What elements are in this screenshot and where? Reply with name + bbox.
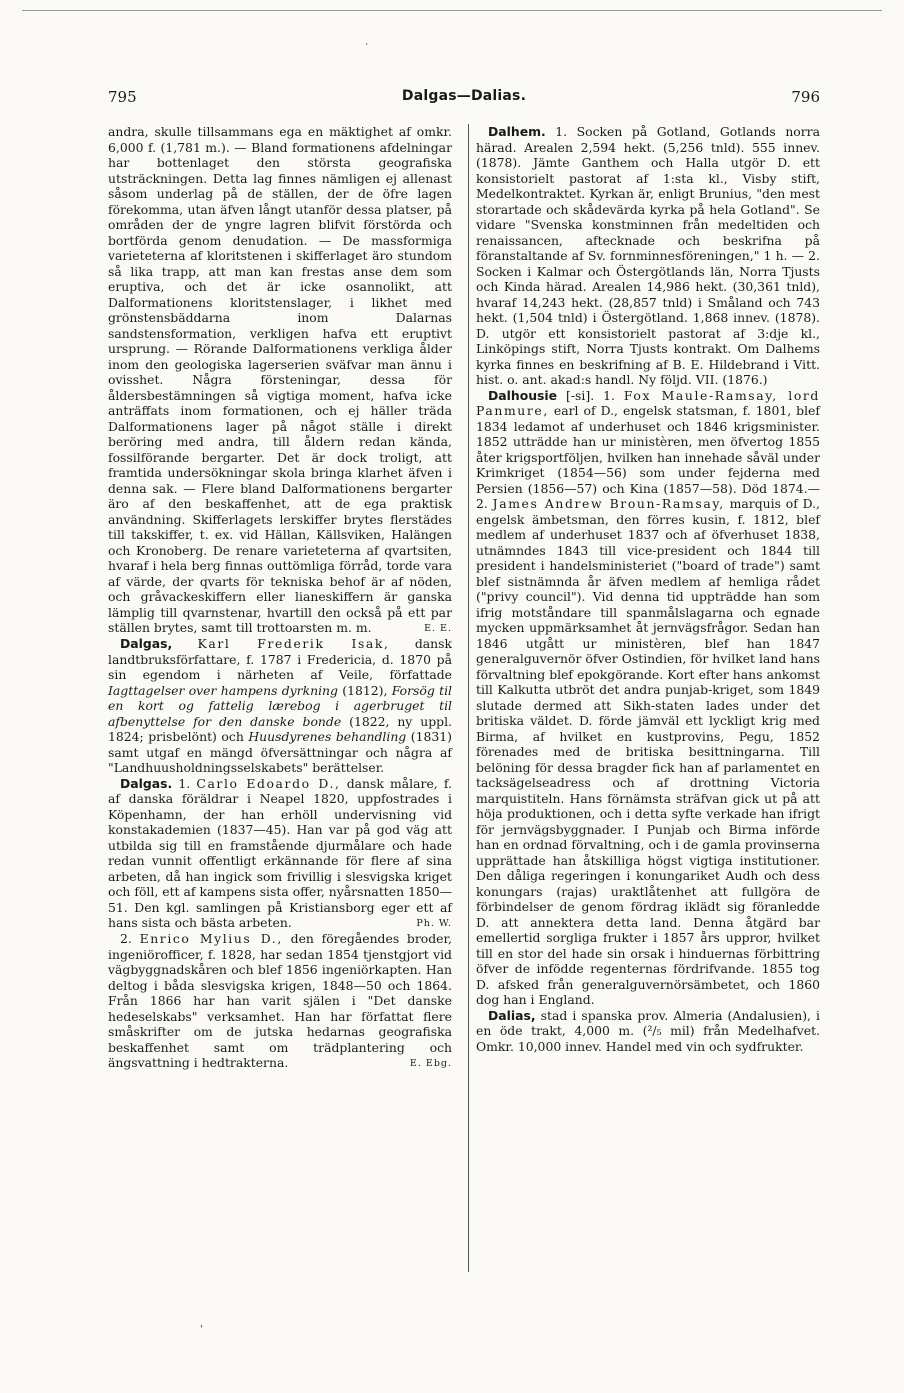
person-name: Enrico Mylius D.,: [139, 931, 283, 946]
entry-headword: Dalias,: [488, 1007, 536, 1023]
entry-text: 1. Socken på Gotland, Gotlands norra härad. Arealen 2,594 hekt. (5,256 tnld). 555 innev. (1878). Jämte Ganthem och Halla utgör D. ett konsistorielt pastorat af 1:sta kl., Visby stift, Medelkontraktet. Kyrkan är, enligt Brunius, "den mest storartade och skådevärda kyrka på hela Gotland". Se vidare "Svenska konstminnen från medeltiden och renaissancen, aftecknade och beskrifna på föranstaltande af Sv. fornminnesföreningen," 1 h. — 2. Socken i Kalmar och Östergötlands län, Norra Tjusts och Kinda härad. Arealen 14,986 hekt. (30,361 tnld), hvaraf 14,243 hekt. (28,857 tnld) i Småland och 743 hekt. (1,504 tnld) i Östergötland. 1,868 innev. (1878). D. utgör ett konsistorielt pastorat af 3:dje kl., Linköpings stift, Norra Tjusts kontrakt. Om Dalhems kyrka finnes en beskrifning af B. E. Hildebrand i Vitt. hist. o. ant. akad:s handl. Ny följd. VII. (1876.): [476, 124, 820, 387]
page-number-left: 795: [108, 88, 137, 106]
entry-headword: Dalgas,: [120, 636, 173, 651]
work-title: Huusdyrenes behandling: [248, 729, 407, 744]
ink-speck: ˙: [364, 42, 370, 55]
entry-text: dansk målare, f. af danska föräldrar i Neapel 1820, uppfostrades i Köpenhamn, der han erhöll undervisning vid konstakademien (1837—45). Han var på god väg att utbilda sig till en framstående djurmålare och hade redan vunnit offentligt erkännande för flere af sina arbeten, då han ingick som frivillig i slesvigska kriget och föll, ett af kampens sista offer, nyårsnatten 1850—51. Den kgl. samlingen på Kristiansborg eger ett af hans sista och bästa arbeten.: [108, 775, 452, 930]
entry-text: marquis of D., engelsk ämbetsman, den förres kusin, f. 1812, blef medlem af underhuset 1837 och af öfverhuset 1838, utnämndes 1843 till vice-president och 1844 till president i handelsministeriet ("board of trade") samt blef sistnämnda år äfven medlem af hemliga rådet ("privy council"). Vid denna tid uppträdde han som ifrig motståndare till spanmålslagarna och egnade mycken uppmärksamhet åt jernvägsfrågor. Sedan han 1846 utgått ur ministèren, blef han 1847 generalguvernör öfver Ostindien, för hvilket land hans förvaltning blef epokgörande. Kort efter hans ankomst till Kalkutta utbröt det andra punjab-kriget, som 1849 slutade dermed att Sikh-staten lades under det britiska väldet. D. förde jämväl ett lyckligt krig med Birma, af hvilket en kustprovins, Pegu, 1852 förenades med de britiska besittningarna. Till belöning för dessa bragder fick han af parlamentet en tacksägelseadress och af drottning Victoria marquistiteln. Hans förnämsta sträfvan gick ut på att höja produktionen, och i detta syfte verkade han ifrigt för jernvägsbyggnader. I Punjab och Birma införde han en ordnad förvaltning, och i de gamla provinserna upprättade han åtskilliga högst vigtiga institutioner. Den dåliga regeringen i konungariket Audh och dess konungars (rajas) uraktlåtenhet att fullgöra de förbindelser de genom fördrag iklädt sig föranledde D. att annektera detta land. Denna åtgärd bar emellertid sorgliga frukter i 1857 års uppror, hvilket till en stor del hade sin orsak i hinduernas förbittring öfver de infödde regenternas fördrifvande. 1855 tog D. afsked från generalguvernörsämbetet, och 1860 dog han i England.: [476, 496, 820, 1007]
entry-dalhousie: [476, 388, 820, 1008]
entry-headword: Dalhousie: [488, 387, 558, 403]
entry-number: 2.: [476, 496, 488, 511]
person-name: James Andrew Broun-Ramsay,: [492, 496, 725, 511]
entry-text: stad i spanska prov. Almeria (Andalusien), i en öde trakt, 4,000 m. (²/₅ mil) från Medelhafvet. Omkr. 10,000 innev. Handel med vin och sydfrukter.: [476, 1007, 820, 1054]
entry-number: 2.: [120, 931, 132, 946]
entry-text: (1812),: [342, 682, 388, 698]
column-divider: [468, 124, 469, 1272]
entry-dalgas-carlo: [108, 776, 452, 931]
entry-dalgas-karl: [108, 636, 452, 776]
dalformation-continuation: [108, 124, 452, 636]
entry-number: 1.: [178, 775, 191, 791]
entry-headword: Dalgas.: [120, 775, 173, 791]
entry-text: dansk landtbruksförfattare, f. 1787 i Fredericia, d. 1870 på sin egendom i närheten af Veile, författade: [108, 636, 452, 682]
entry-text: (1831) samt utgaf en mängd öfversättningar och några af "Landhuusholdningsselskabets" berättelser.: [108, 729, 452, 775]
person-name: Fox Maule-Ramsay, lord Panmure,: [476, 387, 820, 418]
left-column: [108, 124, 452, 1071]
pronunciation: [-si].: [566, 387, 595, 403]
running-title: Dalgas—Dalias.: [401, 88, 527, 104]
author-signature: E. E.: [424, 622, 452, 634]
top-rule: [22, 10, 882, 11]
entry-text: earl of D., engelsk statsman, f. 1801, blef 1834 ledamot af underhuset och 1846 krigsminister. 1852 utträdde han ur ministèren, men öfvertog 1855 åter krigsportföljen, hvilken han innehade såväl under Krimkriget (1854—56) som under fejderna med Persien (1856—57) och Kina (1857—58). Död 1874.—: [476, 403, 820, 496]
page-number-right: 796: [791, 88, 820, 106]
ink-speck: ˌ: [200, 1316, 204, 1329]
entry-headword: Dalhem.: [488, 124, 546, 139]
author-signature: E. Ebg.: [409, 1057, 452, 1069]
entry-dalhem: [476, 124, 820, 388]
entry-text: den föregåendes broder, ingeniörofficer, f. 1828, har sedan 1854 tjenstgjort vid vägbyggnadskåren och blef 1856 ingeniörkapten. Han deltog i båda slesvigska krigen, 1848—50 och 1864. Från 1866 har han varit själen i "Det danske hedeselskabs" verksamhet. Han har författat flere småskrifter om de jutska hedarnas geografiska beskaffenhet samt om trädplantering och ängsvattning i hedtrakterna.: [108, 931, 452, 1070]
right-column: [476, 124, 820, 1054]
person-name: Karl Frederik Isak,: [197, 636, 390, 651]
work-title: Forsög til en kort og fattelig lærebog i agerbruget til afbenyttelse for den danske bonde: [108, 682, 452, 729]
entry-number: 1.: [603, 387, 615, 403]
entry-dalias: [476, 1008, 820, 1055]
author-signature: Ph. W.: [416, 917, 452, 929]
entry-dalgas-enrico: [108, 931, 452, 1071]
paragraph-text: andra, skulle tillsammans ega en mäktighet af omkr. 6,000 f. (1,781 m.). — Bland formationens afdelningar har bottenlaget den största geografiska utsträckningen. Detta lag finnes nämligen ej allenast såsom underlag på de ställen, der de öfre lagen förekomma, utan äfven långt utanför dessa platser, på områden der de yngre lagren blifvit förstörda och bortförda genom denudation. — De massformiga varieteterna af kloritstenen i skifferlaget äro stundom så lika trapp, att man kan frestas anse dem som eruptiva, och det är icke osannolikt, att Dalformationens kloritstenslager, i likhet med grönstensbäddarna inom Dalarnas sandstensformation, verkligen hafva ett eruptivt ursprung. — Rörande Dalformationens verkliga ålder inom den geologiska lagerserien sväfvar man ännu i ovisshet. Några försteningar, dessa för åldersbestämningen så vigtiga moment, hafva icke anträffats inom formationen, och ej häller träda Dalformationens lager på något ställe i direkt beröring med andra, till åldern redan kända, fossilförande bergarter. Det är dock troligt, att framtida undersökningar skola bringa klarhet äfven i denna sak. — Flere bland Dalformationens bergarter äro af den beskaffenhet, att de ega praktisk användning. Skifferlagets lerskiffer brytes flerstädes till takskiffer, t. ex. vid Hällan, Källsviken, Halängen och Kronoberg. De renare varieteterna af qvartsiten, hvaraf i hela berg finnas outtömliga förråd, torde vara af värde, der qvarts för tekniska behof är af nöden, och gråvackeskiffern eller lianeskiffern är ganska lämplig till qvarnstenar, hvartill den också på ett par ställen brytes, samt till trottoarsten m. m.: [108, 124, 452, 635]
entry-text: (1822, ny uppl. 1824; prisbelönt) och: [108, 713, 452, 744]
person-name: Carlo Edoardo D.,: [196, 775, 341, 791]
page-header: [108, 88, 820, 110]
work-title: Iagttagelser over hampens dyrkning: [108, 682, 338, 698]
